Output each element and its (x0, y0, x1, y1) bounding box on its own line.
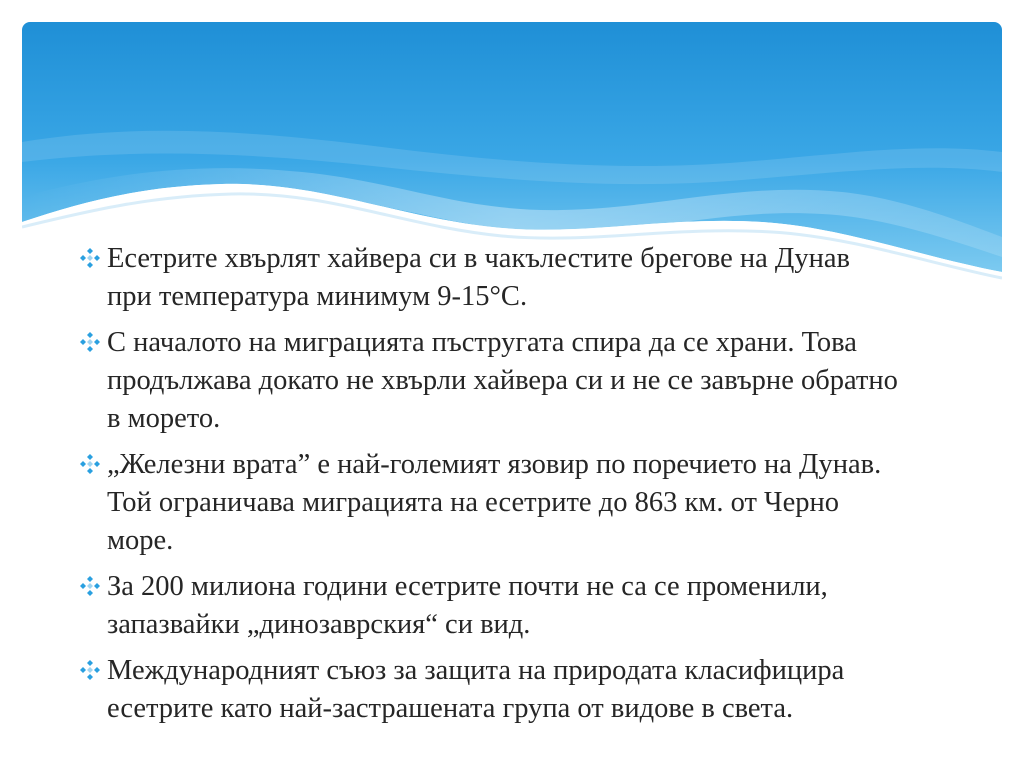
diamond-bullet-icon (78, 658, 102, 682)
bullet-list (78, 240, 898, 736)
bullet-text: Международният съюз за защита на природата класифицира есетрите като най-застрашената група от видове в света. (107, 655, 845, 724)
bullet-item (78, 568, 898, 644)
bullet-item (78, 652, 898, 728)
diamond-bullet-icon (78, 330, 102, 354)
bullet-text: С началото на миграцията пъстругата спира да се храни. Това продължава докато не хвърли хайвера си и не се завърне обратно в морето. (107, 327, 898, 434)
bullet-text: За 200 милиона години есетрите почти не са се променили, запазвайки „динозаврския“ си вид. (107, 571, 828, 640)
bullet-text: „Железни врата” е най-големият язовир по поречието на Дунав. Той ограничава миграцията на есетрите до 863 км. от Черно море. (107, 449, 882, 556)
diamond-bullet-icon (78, 246, 102, 270)
diamond-bullet-icon (78, 452, 102, 476)
slide (22, 22, 1002, 767)
diamond-bullet-icon (78, 574, 102, 598)
bullet-text: Есетрите хвърлят хайвера си в чакълестите брегове на Дунав при температура минимум 9-15°С. (107, 243, 850, 312)
bullet-item (78, 324, 898, 438)
bullet-item (78, 446, 898, 560)
bullet-item (78, 240, 898, 316)
